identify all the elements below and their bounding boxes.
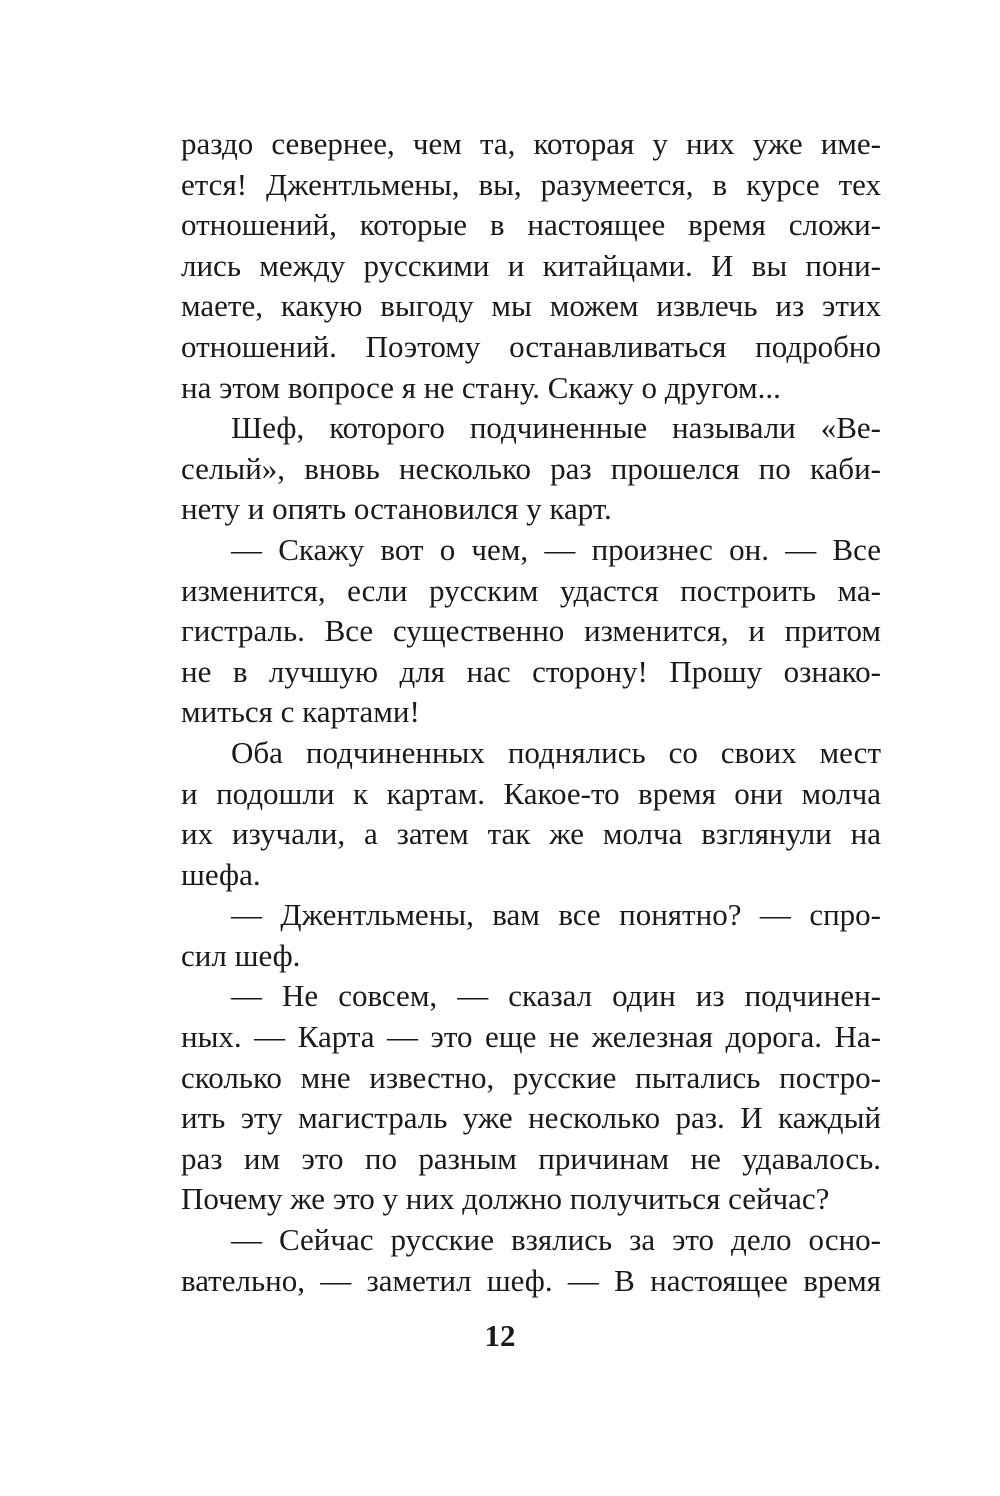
text-line: миться с картами! <box>181 694 420 730</box>
text-line: — Скажу вот о чем, — произнес он. — Все <box>231 531 881 567</box>
text-line: Шеф, которого подчиненные называли «Ве- <box>231 410 881 446</box>
text-line: ется! Джентльмены, вы, разумеется, в курсе тех <box>181 166 881 202</box>
text-line: селый», вновь несколько раз прошелся по каби- <box>181 450 881 486</box>
text-line: изменится, если русским удастся построить ма- <box>181 572 881 608</box>
text-line: их изучали, а затем так же молча взглянули на <box>181 816 881 852</box>
text-line: ных. — Карта — это еще не железная дорога. На- <box>181 1019 881 1055</box>
text-line: шефа. <box>181 856 261 892</box>
text-line: — Сейчас русские взялись за это дело осно- <box>231 1222 881 1258</box>
paragraph <box>181 124 881 408</box>
text-line: раз им это по разным причинам не удавалось. <box>181 1140 881 1176</box>
text-line: — Не совсем, — сказал один из подчинен- <box>231 978 881 1014</box>
text-line: и подошли к картам. Какое-то время они молча <box>181 775 881 811</box>
text-line: отношений, которые в настоящее время сложи- <box>181 207 881 243</box>
text-line: сил шеф. <box>181 937 301 973</box>
paragraph <box>181 733 881 895</box>
paragraph <box>181 1220 881 1301</box>
paragraph <box>181 895 881 976</box>
text-line: лись между русскими и китайцами. И вы пони- <box>181 247 881 283</box>
paragraph <box>181 408 881 530</box>
text-line: Почему же это у них должно получиться сейчас? <box>181 1181 830 1217</box>
text-line: раздо севернее, чем та, которая у них уже име- <box>181 126 881 161</box>
page-number: 12 <box>484 1318 516 1353</box>
text-line: вательно, — заметил шеф. — В настоящее время <box>181 1262 881 1298</box>
text-line: отношений. Поэтому останавливаться подробно <box>181 328 881 364</box>
text-line: ить эту магистраль уже несколько раз. И каждый <box>181 1100 881 1136</box>
text-line: на этом вопросе я не стану. Скажу о другом... <box>181 369 781 405</box>
text-line: — Джентльмены, вам все понятно? — спро- <box>231 897 881 933</box>
text-line: маете, какую выгоду мы можем извлечь из этих <box>181 288 881 324</box>
text-line: Оба подчиненных поднялись со своих мест <box>231 734 881 770</box>
paragraph <box>181 976 881 1220</box>
text-line: не в лучшую для нас сторону! Прошу ознако- <box>181 653 881 689</box>
text-line: сколько мне известно, русские пытались постро- <box>181 1059 881 1095</box>
body-text <box>181 124 881 1301</box>
paragraph <box>181 530 881 733</box>
text-line: нету и опять остановился у карт. <box>181 491 612 527</box>
text-line: гистраль. Все существенно изменится, и притом <box>181 613 881 649</box>
